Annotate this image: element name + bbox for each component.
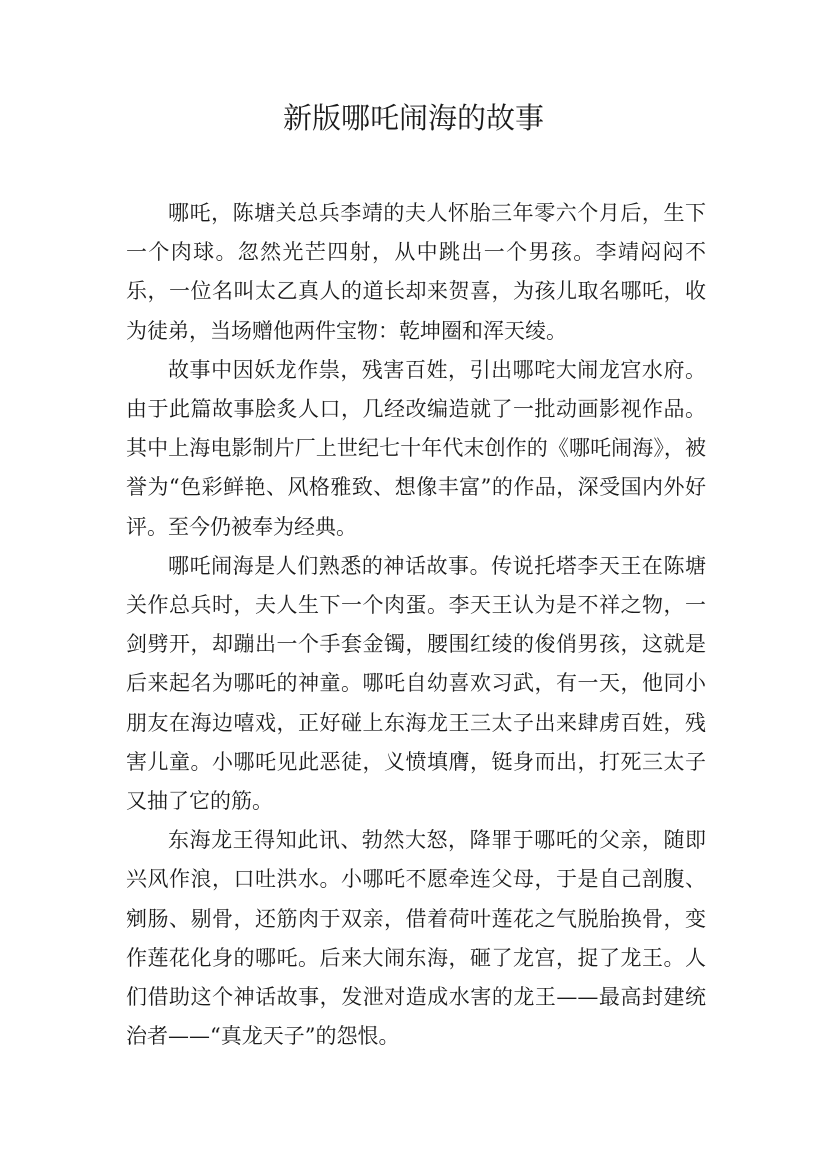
document-body bbox=[126, 194, 706, 1056]
paragraph-2: 故事中因妖龙作祟，残害百姓，引出哪咤大闹龙宫水府。由于此篇故事脍炙人口，几经改编造就了一批动画影视作品。其中上海电影制片厂上世纪七十年代末创作的《哪吒闹海》，被誉为“色彩鲜艳、风格雅致、想像丰富”的作品，深受国内外好评。至今仍被奉为经典。 bbox=[126, 357, 706, 539]
paragraph-3: 哪吒闹海是人们熟悉的神话故事。传说托塔李天王在陈塘关作总兵时，夫人生下一个肉蛋。李天王认为是不祥之物，一剑劈开，却蹦出一个手套金镯，腰围红绫的俊俏男孩，这就是后来起名为哪吒的神童。哪吒自幼喜欢习武，有一天，他同小朋友在海边嘻戏，正好碰上东海龙王三太子出来肆虏百姓，残害儿童。小哪吒见此恶徒，义愤填膺，铤身而出，打死三太子又抽了它的筋。 bbox=[126, 553, 706, 814]
document-title: 新版哪吒闹海的故事 bbox=[282, 101, 544, 135]
paragraph-4: 东海龙王得知此讯、勃然大怒，降罪于哪吒的父亲，随即兴风作浪，口吐洪水。小哪吒不愿牵连父母，于是自己剖腹、剜肠、剔骨，还筋肉于双亲，借着荷叶莲花之气脱胎换骨，变作莲花化身的哪吒。后来大闹东海，砸了龙宫，捉了龙王。人们借助这个神话故事，发泄对造成水害的龙王——最高封建统治者——“真龙天子”的怨恨。 bbox=[126, 828, 706, 1049]
paragraph-1: 哪吒，陈塘关总兵李靖的夫人怀胎三年零六个月后，生下一个肉球。忽然光芒四射，从中跳出一个男孩。李靖闷闷不 乐，一位名叫太乙真人的道长却来贺喜，为孩儿取名哪吒，收为徒弟，当场赠他两件宝物：乾坤圈和浑天绫。 bbox=[126, 201, 706, 343]
